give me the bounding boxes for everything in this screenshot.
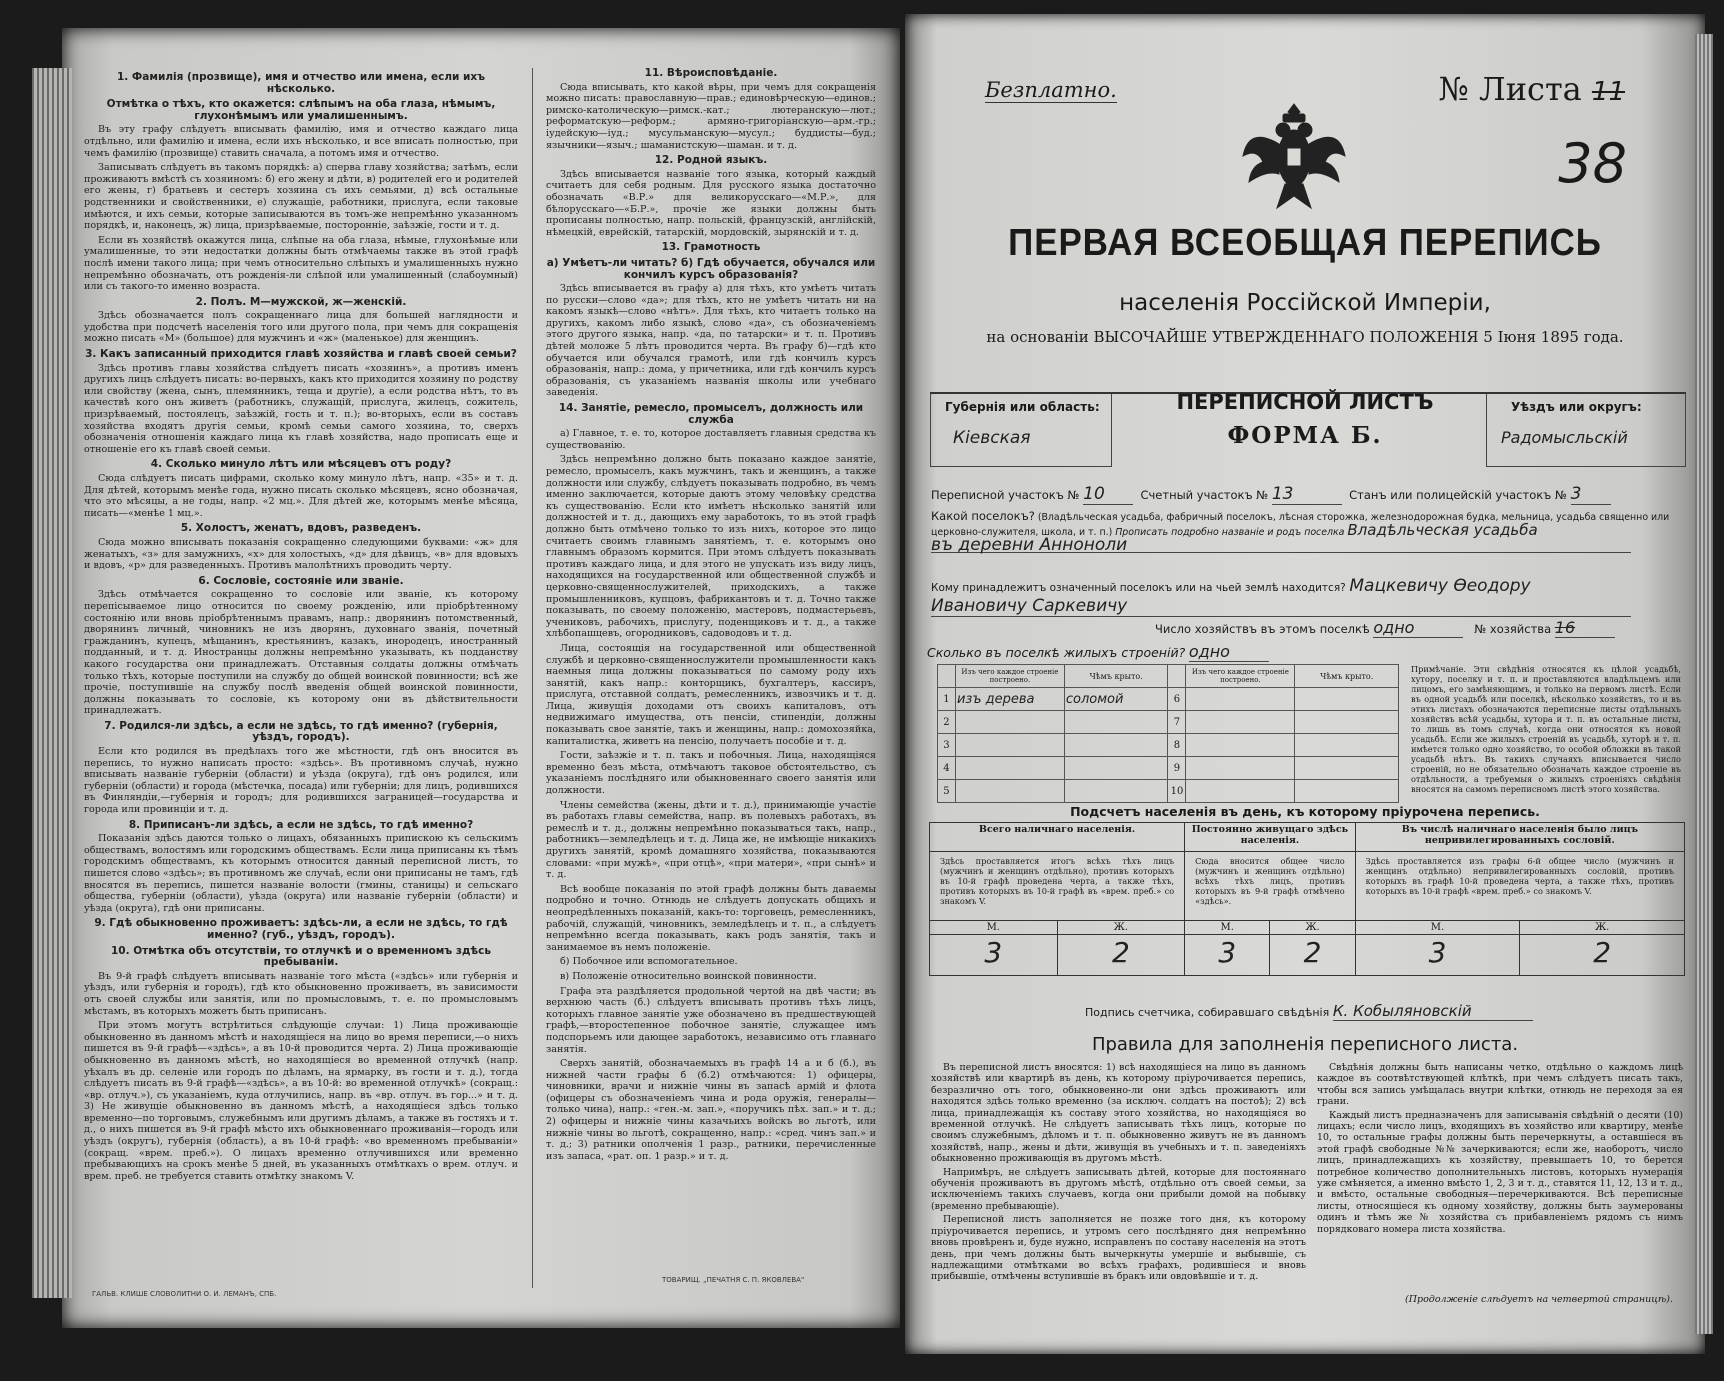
- section-heading: 2. Полъ. М—мужской, ж—женскій.: [195, 295, 407, 308]
- instruction-paragraph: Графа эта раздѣляется продольной чертой на двѣ части; въ верхнюю часть (б.) слѣдуетъ вписывать противъ тѣхъ лицъ, которыхъ главное занятіе уже обозначено въ предшествующей графѣ,—второстепенное побочное занятіе, служащее имъ подспорьемъ или дающее заработокъ, независимо отъ главнаго занятія.: [546, 985, 876, 1055]
- rules-paragraph: Въ переписной листъ вносятся: 1) всѣ находящіеся на лицо въ данномъ хозяйствѣ или квартирѣ въ день, къ которому пріурочивается перепись, безразлично отъ того, обыкновенно-ли они здѣсь проживаютъ или находятся здѣсь только временно (за исключ. солдатъ на постоѣ); 2) всѣ лица, принадлежащія къ составу этого хозяйства, но находящіяся во временной отлучкѣ. Не слѣдуетъ записывать тѣхъ лицъ, которые по своимъ служебнымъ, дѣломъ и т. п. обыкновенно живутъ не въ данномъ хозяйствѣ, напр., жены и дѣти, живущія въ учебныхъ и т. п. заведеніяхъ обыкновенно проживающія въ другомъ мѣстѣ.: [931, 1062, 1306, 1165]
- building-number: 3: [938, 734, 956, 757]
- rules-paragraph: Свѣдѣнія должны быть написаны четко, отдѣльно о каждомъ лицѣ каждое въ соотвѣтствующей клѣткѣ, при чемъ слѣдуетъ писать такъ, чтобы вся запись умѣщалась внутри клѣтки, отнюдь не переходя за ея грани.: [1317, 1062, 1683, 1108]
- instruction-paragraph: Здѣсь отмѣчается сокращенно то сословіе или званіе, къ которому перепісываемое лицо относится по своему рожденію, или пріобрѣтенному состоянію или вновь пріобрѣтеннымъ правамъ, напр.: дворянинъ потомственный, дворянинъ личный, чиновникъ не изъ дворянъ, духовнаго званія, почетный гражданинъ, купецъ, мѣщанинъ, крестьянинъ, казакъ, инородецъ, иностранный подданный, и т. д. Иностранцы должны непремѣнно указывать, къ подданству какого государства они принадлежатъ. Отставныя солдаты должны отмѣчать только тѣхъ, которые поступили на службу до общей воинской повинности; всѣ же прочіе, поступившіе на службу послѣ введенія общей воинской повинности, должны показывать то сословіе, къ которому они въ дѣйствительности принадлежатъ.: [84, 589, 518, 717]
- owner-value: Мацкевичу Өеодору: [1349, 576, 1531, 596]
- female-count: 2: [1520, 935, 1685, 976]
- sheet-number-label: № Листа: [1438, 70, 1582, 108]
- household-no-value: 16: [1555, 618, 1615, 638]
- section-heading: 8. Приписанъ-ли здѣсь, а если не здѣсь, то гдѣ именно?: [128, 818, 474, 831]
- buildings-row: [938, 780, 1399, 803]
- instructions-page: [62, 28, 900, 1328]
- building-number: 8: [1168, 734, 1186, 757]
- signature-value: К. Кобыляновскій: [1333, 1002, 1533, 1021]
- count-value: 13: [1272, 484, 1342, 505]
- instruction-paragraph: а) Главное, т. е. то, которое доставляетъ главныя средства къ существованію.: [546, 428, 876, 451]
- column-divider: [532, 68, 533, 1288]
- form-subtitle: ФОРМА Б.: [1227, 422, 1383, 449]
- building-material: [1186, 734, 1295, 757]
- instruction-paragraph: Показанія здѣсь даются только о лицахъ, обязанныхъ припискою къ сельскимъ обществамъ, волостямъ или городскимъ обществамъ. Если лица приписаны къ тѣмъ городскимъ обществамъ, къ которымъ относится данный переписной листъ, то пишется слово «здѣсь»; въ противномъ же случаѣ, если они приписаны не тамъ, гдѣ вносятся въ перепись, пишется названіе волости (гмины, станицы) и сельскаго общества, губерніи (области), уѣзда (округа) или названіе губерніи (области) и уѣзда (округа), гдѣ они приписаны.: [84, 833, 518, 914]
- gubernia-label: Губернія или область:: [945, 400, 1100, 414]
- instruction-paragraph: Всѣ вообще показанія по этой графѣ должны быть даваемы подробно и точно. Отнюдь не слѣдуетъ допускать общихъ и неопредѣленныхъ показаній, какъ-то: торговецъ, ремесленникъ, рабочій, служащій, чиновникъ, земледѣлецъ и т. п., а слѣдуетъ непремѣнно всегда показывать, какъ родъ занятія, такъ и занимаемое въ немъ положеніе.: [546, 883, 876, 953]
- gubernia-value: Кіевская: [953, 428, 1031, 448]
- instruction-paragraph: Здѣсь непремѣнно должно быть показано каждое занятіе, ремесло, промыселъ, какъ мужчинъ, такъ и женщинъ, а также должности или службу, слѣдуетъ показывать подробно, въ чемъ именно заключается, которые даютъ этому человѣку средства къ существованію. Если кто имѣетъ нѣсколько занятій или должностей и т. д., дающихъ ему заработокъ, то въ этой графѣ должно быть отмѣчено только то изъ нихъ, которое это лицо считаетъ своимъ главнымъ занятіемъ, т. е. которымъ оно главнымъ образомъ кормится. При этомъ слѣдуетъ показывать противъ каждаго лица, и для этого не упускать изъ виду лицъ, находящихся на государственной или общественной службѣ и церковно-священнослужителей, приходскихъ, а также промышленниковъ, купцовъ, фабрикантовъ и т. д. Точно также показывать, по своему положенію, мастеровъ, подмастерьевъ, учениковъ, рабочихъ, прислугу, поденщиковъ и т. д., а также хлѣбопашцевъ, огородниковъ, садоводовъ и т. д.: [546, 454, 876, 640]
- buildings-line: Сколько въ поселкѣ жилыхъ строеній? одно: [927, 642, 1724, 662]
- building-roof: [1295, 757, 1399, 780]
- male-label: М.: [1355, 921, 1520, 935]
- census-basis: на основаніи ВЫСОЧАЙШЕ УТВЕРЖДЕННАГО ПОЛОЖЕНІЯ 5 Іюня 1895 года.: [986, 328, 1624, 346]
- sheet-number-value: 11: [1591, 77, 1625, 107]
- instruction-paragraph: Лица, состоящія на государственной или общественной службѣ и церковно-священнослужители промышленности какъ наемныя лица должны показываться по самому роду ихъ занятій, какъ напр.: конторщикъ, бухгалтеръ, кассиръ, прислуга, отставной солдатъ, ремесленникъ, извозчикъ и т. д. Лица, живущія доходами отъ своихъ капиталовъ, отъ недвижимаго имущества, отъ пенсіи, стипендіи, должны показывать свое занятіе, такъ и женщины, напр.: домохозяйка, капиталистка, живетъ на пенсію, получаетъ пособіе и т. д.: [546, 642, 876, 747]
- settlement-line: Какой поселокъ? (Владѣльческая усадьба, фабричный поселокъ, лѣсная сторожка, железнодорожная будка, мельница, усадьба священно или церковно-служителя, школа, и т. п.) Прописать подробно названіе и родъ поселка Владѣльческая усадьба въ деревни Анноноли: [931, 509, 1670, 555]
- instruction-paragraph: Гости, заѣзжіе и т. п. такъ и побочныя. Лица, находящіяся временно безъ мѣста, отмѣчаютъ таковое обстоятельство, съ указаніемъ послѣдняго или обыкновеннаго своего занятія или должности.: [546, 750, 876, 797]
- section-heading: 1. Фамилія (прозвище), имя и отчество или имена, если ихъ нѣсколько.: [116, 71, 486, 95]
- imperial-eagle-emblem: [1239, 96, 1349, 214]
- printer-imprint-left: ГАЛЬВ. КЛИШЕ СЛОВОЛИТНИ О. И. ЛЕМАНЪ, СПБ.: [92, 1290, 277, 1298]
- building-number: 10: [1168, 780, 1186, 803]
- building-material: [1186, 757, 1295, 780]
- section-heading: 13. Грамотность: [661, 241, 761, 254]
- rules-left-column: [931, 1062, 1306, 1285]
- bt-head-roof: Чѣмъ крыто.: [1064, 665, 1168, 688]
- instructions-column-1: [84, 68, 518, 1283]
- buildings-row: [938, 711, 1399, 734]
- households-line: Число хозяйствъ въ этомъ поселкѣ одно № хозяйства 16: [1155, 618, 1695, 638]
- female-label: Ж.: [1270, 921, 1355, 935]
- building-number: 7: [1168, 711, 1186, 734]
- building-material: [955, 780, 1064, 803]
- sheet-number: [1439, 70, 1625, 108]
- male-count: 3: [1355, 935, 1520, 976]
- instruction-paragraph: Въ 9-й графѣ слѣдуетъ вписывать названіе того мѣста («здѣсь» или губернія и уѣздъ, или губернія и городъ), гдѣ кто обыкновенно проживаетъ, въ зависимости отъ своей службы или занятія, или по промысловымъ, т. е. по промысловымъ мѣстамъ, въ которыхъ можетъ быть приписанъ.: [84, 970, 518, 1017]
- instruction-paragraph: Здѣсь противъ главы хозяйства слѣдуетъ писать «хозяинъ», а противъ именъ другихъ лицъ слѣдуетъ писать: во-первыхъ, какъ кто приходится хозяину по родству или свойству (жена, сынъ, племянникъ, теща и другіе), а если родства нѣтъ, то въ качествѣ кого онъ живетъ (работникъ, служащій, прислуга, жилецъ, сожитель, призрѣваемый, постоялецъ, заѣзжій, гость и т. п.); во-вторыхъ, если въ составъ хозяйства входятъ другія семьи, кромѣ семьи самого хозяина, то, сверхъ обозначенія отношенія каждаго лица къ главѣ хозяйства, надо прописать еще и отношеніе его къ главѣ своей семьи.: [84, 362, 518, 455]
- female-count: 2: [1270, 935, 1355, 976]
- instruction-paragraph: в) Положеніе относительно воинской повинности.: [560, 970, 817, 982]
- instruction-paragraph: Члены семейства (жены, дѣти и т. д.), принимающіе участіе въ работахъ главы семейства, напр. въ полевыхъ работахъ, въ ремеслѣ и т. д., должны непремѣнно показываться такъ, напр., работникъ—земледѣлецъ и т. д. Лица же, не имѣющіе никакихъ другихъ занятій, кромѣ домашняго хозяйства, показываются словами: «при мужѣ», «при отцѣ», «при матери», «при сынѣ» и т. д.: [546, 799, 876, 881]
- building-material: изъ дерева: [955, 688, 1064, 711]
- instruction-paragraph: При этомъ могутъ встрѣтиться слѣдующіе случаи: 1) Лица проживающіе обыкновенно въ данномъ мѣстѣ и находящіеся на лицо во время переписи,—о нихъ пишется въ 9-й графѣ—«здѣсь», а въ 10-й проводится черта. 2) Лица проживающіе обыкновенно въ данномъ мѣстѣ, но находящіеся во временной отлучкѣ (напр. уѣхалъ въ др. селеніе или городъ по дѣламъ, на ярмарку, въ гости и т. д.), тогда слѣдуетъ писать въ 9-й графѣ—«здѣсь», а въ 10-й: во временной отлучкѣ» (сокращ.: «вр. отлуч.»), съ указаніемъ, куда отлучились, напр. въ «вр. отлуч. въ гор...» и т. д. 3) Не живущіе обыкновенно въ данномъ мѣстѣ, а находящіеся здѣсь только временно—по торговымъ, служебнымъ или другимъ дѣламъ, а также въ гостяхъ и т. д., о нихъ пишется въ 9-й графѣ мѣсто ихъ обыкновеннаго проживанія—городъ или уѣздъ (округъ), губернія (область), а въ 10-й графѣ: «во временномъ пребываніи» (сокращ. «врем. преб.»). О лицахъ временно отлучившихся или временно пребывающихъ на срокъ менѣе 5 дней, въ указанныхъ отмѣткахъ о врем. отлуч. и врем. преб. не требуется ставить отмѣтку знакомъ V.: [84, 1020, 518, 1182]
- gubernia-box: [930, 394, 1112, 467]
- settlement-hint: (Владѣльческая усадьба, фабричный поселокъ, лѣсная сторожка, железнодорожная будка, мельница, усадьба священно или церковно-служителя, школа, и т. п.): [931, 512, 1670, 538]
- section-heading: 12. Родной языкъ.: [654, 154, 768, 167]
- male-count: 3: [1185, 935, 1270, 976]
- buildings-table-header: [938, 665, 1399, 688]
- population-col-header: Постоянно живущаго здѣсь населенія.: [1185, 823, 1356, 852]
- bt-head-what-2: Изъ чего каждое строеніе построено.: [1186, 665, 1295, 688]
- rules-paragraph: Напримѣръ, не слѣдуетъ записывать дѣтей, которые для постояннаго обученія проживаютъ въ другомъ мѣстѣ, отдѣльно отъ своей семьи, за исключеніемъ такихъ случаевъ, когда они прибыли домой на побывку (временно пребывающіе).: [931, 1166, 1306, 1212]
- stan-value: 3: [1571, 484, 1611, 505]
- buildings-table: [937, 664, 1399, 803]
- census-form-page: [905, 14, 1705, 1354]
- section-heading: 14. Занятіе, ремесло, промыселъ, должность или служба: [558, 402, 864, 426]
- rules-continued: (Продолженіе слѣдуетъ на четвертой страницѣ).: [1405, 1294, 1673, 1305]
- population-col-desc: Сюда вносится общее число (мужчинъ и женщинъ отдѣльно) всѣхъ тѣхъ лицъ, противъ которыхъ въ 9-й графѣ отмѣчено «здѣсь».: [1185, 852, 1356, 921]
- building-material: [955, 757, 1064, 780]
- rules-title: Правила для заполненія переписного листа.: [1091, 1034, 1519, 1055]
- section-heading: 5. Холостъ, женатъ, вдовъ, разведенъ.: [180, 522, 422, 535]
- buildings-row: [938, 734, 1399, 757]
- building-roof: [1295, 734, 1399, 757]
- instruction-paragraph: Сюда вписывать, кто какой вѣры, при чемъ для сокращенія можно писать: православную—прав.; единовѣрческую—единов.; римско-католическую—римск.-кат.; лютеранскую—лют.; реформатскую—реформ.; армяно-григоріанскую—арм.-гр.; іудейскую—іуд.; мусульманскую—мусул.; буддисты—буд.; язычники—языч.; шаманистскую—шаман. и т. д.: [546, 81, 876, 151]
- rules-right-column: [1317, 1062, 1683, 1237]
- instruction-paragraph: Записывать слѣдуетъ въ такомъ порядкѣ: а) сперва главу хозяйства; затѣмъ, если проживаютъ вмѣстѣ съ хозяиномъ: б) его жену и дѣти, в) родителей его и родителей его жены, г) братьевъ и сестеръ хозяина съ ихъ семьями, д) всѣ остальные родственники и свойственники, е) служащіе, работники, прислуга, если таковые имѣются, и ихъ семьи, которые записываются въ томъ-же непремѣнно указанномъ порядкѣ, и, наконецъ, ж) лица, призрѣваемые, посторонніе, заѣзжіе, гости и т. д.: [84, 162, 518, 232]
- buildings-row: [938, 757, 1399, 780]
- instruction-paragraph: Если кто родился въ предѣлахъ того же мѣстности, гдѣ онъ вносится въ перепись, то нужно написать просто: «здѣсь». Въ противномъ случаѣ, нужно вписывать названіе губерніи (области) и уѣзда (округа), гдѣ онъ родился, или губерніи (области) и города (мѣстечка, посада) или губерніи; для лицъ, родившихся въ Финляндіи,—губернія и городъ; для родившихся заграницей—государства и города или провинціи и т. д.: [84, 746, 518, 816]
- instruction-paragraph: Сюда можно вписывать показанія сокращенно следующими буквами: «ж» для женатыхъ, «з» для замужнихъ, «х» для холостыхъ, «д» для дѣвицъ, «в» для вдовыхъ и вдовъ, «р» для разведенныхъ. Противъ малолѣтнихъ проводить черту.: [84, 536, 518, 572]
- signature-line: Подпись счетчика, собиравшаго свѣдѣнія К. Кобыляновскій: [1085, 1002, 1685, 1021]
- population-col-header: Въ числѣ наличнаго населенія было лицъ непривилегированныхъ сословій.: [1355, 823, 1684, 852]
- section-heading: а) Умѣетъ-ли читать? б) Гдѣ обучается, обучался или кончилъ курсъ образованія?: [546, 256, 876, 281]
- building-material: [1186, 711, 1295, 734]
- section-heading: 10. Отмѣтка объ отсутствіи, то отлучкѣ и о временномъ здѣсь пребываніи.: [110, 944, 492, 969]
- population-title: Подсчетъ населенія въ день, къ которому пріурочена перепись.: [1070, 804, 1540, 819]
- households-value: одно: [1373, 618, 1463, 638]
- building-roof: [1295, 780, 1399, 803]
- building-roof: [1295, 688, 1399, 711]
- building-roof: [1064, 734, 1168, 757]
- building-material: [1186, 780, 1295, 803]
- male-label: М.: [930, 921, 1058, 935]
- rules-paragraph: Каждый листъ предназначенъ для записыванія свѣдѣній о десяти (10) лицахъ; если число лицъ, входящихъ въ хозяйство или квартиру, менѣе 10, то остальные графы должны быть перечеркнуты, а оставшіеся въ этой графѣ свободные №№ зачеркиваются; если же, наоборотъ, число лицъ, принадлежащихъ къ хозяйству, превышаетъ 10, то берется потребное количество дополнительныхъ листовъ, которыхъ нумерація уже смѣняется, а именно вмѣсто 1, 2, 3 и т. д., ставятся 11, 12, 13 и т. д., и вмѣсто, остальные свободныя—перечеркиваются. Всѣ переписные листы, относящіеся къ одному хозяйству, должны быть заумерованы одинъ и тѣмъ же № хозяйства съ прибавленіемъ рядомъ съ нимъ порядковаго номера листа хозяйства.: [1317, 1109, 1683, 1235]
- instruction-paragraph: Въ эту графу слѣдуетъ вписывать фамилію, имя и отчество каждаго лица отдѣльно, или фамилію и имена, если ихъ нѣсколько, и все вписать полностью, при чемъ фамилію (прозвище) ставить сначала, а потомъ имя и отчество.: [84, 124, 518, 159]
- uezd-label: Уѣздъ или округъ:: [1511, 400, 1642, 414]
- settlement-value: Владѣльческая усадьба: [1347, 521, 1538, 539]
- bt-head-what: Изъ чего каждое строеніе построено.: [955, 665, 1064, 688]
- instruction-paragraph: Сюда слѣдуетъ писать цифрами, сколько кому минуло лѣтъ, напр. «35» и т. д. Для дѣтей, которымъ менѣе года, нужно писать сколько мѣсяцевъ, ясно обозначая, что это мѣсяцы, а не годы, напр. «2 мц.». Для дѣтей же, которымъ менѣе мѣсяца, писать—«менѣе 1 мц.».: [84, 473, 518, 519]
- building-material: [955, 734, 1064, 757]
- section-heading: 7. Родился-ли здѣсь, а если не здѣсь, то гдѣ именно? (губернія, уѣздъ, городъ).: [104, 719, 498, 744]
- population-table: [929, 822, 1685, 976]
- building-roof: [1295, 711, 1399, 734]
- building-number: 5: [938, 780, 956, 803]
- uezd-value: Радомысльскій: [1501, 428, 1628, 447]
- rules-paragraph: Переписной листъ заполняется не позже того дня, къ которому пріурочивается перепись, и утромъ сего послѣдняго дня непремѣнно вновь провѣренъ и, буде нужно, исправленъ по составу населенія на этотъ день, при чемъ должны быть вычеркнуты умершіе и выбывшіе, съ надлежащими отмѣтками во всѣхъ графахъ, родившіеся и вновь прибывшіе, отмѣчены вступившіе въ бракъ или овдовѣвшіе и т. д.: [931, 1214, 1306, 1283]
- uezd-box: [1486, 394, 1686, 467]
- population-col-desc: Здѣсь проставляется итогъ всѣхъ тѣхъ лицъ (мужчинъ и женщинъ отдѣльно), противъ которыхъ въ 10-й графѣ проведена черта, а также тѣхъ, противъ которыхъ въ 10-й графѣ въ «врем. преб.» со знакомъ V.: [930, 852, 1185, 921]
- instruction-paragraph: Здѣсь вписывается въ графу а) для тѣхъ, кто умѣетъ читать по русски—слово «да»; для тѣхъ, кто не умѣетъ читать ни на какомъ языкѣ—слово «нѣтъ». Для тѣхъ, кто читаетъ только на другихъ, какомъ либо языкѣ, слово «да», съ обозначеніемъ этого другого языка, напр. «да, по татарски» и т. п. Противъ дѣтей моложе 5 лѣтъ проводится черта. Въ графу б)—гдѣ кто обучается или обучался грамотѣ, или гдѣ кончилъ курсъ образованія, напр.: дома, у причетника, или гдѣ кончилъ курсъ образованія, съ указаніемъ названія школы или учебнаго заведенія.: [546, 283, 876, 399]
- district-line: Переписной участокъ № 10 Счетный участокъ № 13 Станъ или полицейскій участокъ № 3: [931, 484, 1724, 505]
- building-number: 1: [938, 688, 956, 711]
- building-number: 9: [1168, 757, 1186, 780]
- building-roof: соломой: [1064, 688, 1168, 711]
- bt-head-roof-2: Чѣмъ крыто.: [1295, 665, 1399, 688]
- settlement-value-2: въ деревни Анноноли: [931, 539, 1631, 553]
- instruction-paragraph: Если въ хозяйствѣ окажутся лица, слѣпые на оба глаза, нѣмые, глухонѣмые или умалишенные, то эти недостатки должны быть отмѣчаемы также въ этой графѣ послѣ имени такого лица; при чемъ относительно слѣпыхъ и умалишенныхъ нужно непремѣнно обозначать, отъ рожденія-ли слѣпой или умалишенный (слабоумный) или съ такого-то именно возраста.: [84, 234, 518, 293]
- section-heading: 4. Сколько минуло лѣтъ или мѣсяцевъ отъ роду?: [150, 458, 452, 471]
- building-number: 6: [1168, 688, 1186, 711]
- buildings-row: [938, 688, 1399, 711]
- settlement-hint-2: Прописать подробно названіе и родъ поселка: [1115, 527, 1345, 538]
- building-number: 4: [938, 757, 956, 780]
- building-roof: [1064, 757, 1168, 780]
- section-heading: 3. Какъ записанный приходится главѣ хозяйства и главѣ своей семьи?: [85, 348, 517, 361]
- male-count: 3: [930, 935, 1058, 976]
- male-label: М.: [1185, 921, 1270, 935]
- archive-stamp-number: 38: [1558, 132, 1627, 195]
- census-subtitle: населенія Россійской Имперіи,: [1119, 290, 1491, 316]
- building-material: [955, 711, 1064, 734]
- owner-value-2: Ивановичу Саркевичу: [931, 596, 1631, 617]
- district-value: 10: [1083, 484, 1133, 505]
- form-header-box: [930, 392, 1686, 476]
- printer-imprint-right: ТОВАРИЩ. „ПЕЧАТНЯ С. П. ЯКОВЛЕВА": [662, 1276, 805, 1284]
- section-heading: 9. Гдѣ обыкновенно проживаетъ: здѣсь-ли, а если не здѣсь, то гдѣ именно? (губ., уѣздъ, городъ).: [94, 917, 508, 941]
- population-col-desc: Здѣсь проставляется изъ графы 6-й общее число (мужчинъ и женщинъ отдѣльно) непривилегированныхъ сословій, противъ которыхъ въ графѣ 10-й проведена черта, а также тѣхъ, противъ которыхъ въ 10-й графѣ «врем. преб.» со знакомъ V.: [1355, 852, 1684, 921]
- section-heading: Отмѣтка о тѣхъ, кто окажется: слѣпымъ на оба глаза, нѣмымъ, глухонѣмымъ или умалишеннымъ.: [106, 98, 496, 122]
- buildings-value: одно: [1189, 642, 1269, 662]
- section-heading: 6. Сословіе, состояніе или званіе.: [198, 574, 404, 587]
- census-title: ПЕРВАЯ ВСЕОБЩАЯ ПЕРЕПИСЬ: [1008, 222, 1602, 264]
- buildings-note: Примѣчаніе. Эти свѣдѣнія относятся къ цѣлой усадьбѣ, хутору, поселку и т. п. и проставляются владѣльцемъ или лицомъ, его замѣняющимъ, и только на первомъ листѣ. Если въ одной усадьбѣ или поселкѣ, нѣсколько хозяйствъ, то и въ этихъ листахъ обозначаются переписные листы отдѣльныхъ хозяйствъ всѣй усадьбы, хутора и т. п. въ остальные листы, то лишь въ томъ случаѣ, когда они относятся къ новой усадьбѣ. Если же жилыхъ строеній въ усадьбѣ, хуторѣ и т. п. имѣется только одно хозяйство, то особой обложки въ такой усадьбѣ нѣтъ. Въ такихъ случаяхъ вписывается число строеній, но не обязательно обозначать каждое строеніе въ отдѣльности, а требуемыя о жилыхъ строеніяхъ свѣдѣнія вносятся на самомъ переписномъ листѣ этого хозяйства.: [1411, 664, 1681, 794]
- female-count: 2: [1057, 935, 1185, 976]
- building-roof: [1064, 711, 1168, 734]
- free-label: Безплатно.: [985, 78, 1117, 102]
- female-label: Ж.: [1520, 921, 1685, 935]
- owner-line: Кому принадлежитъ означенный поселокъ или на чьей землѣ находится? Мацкевичу Өеодору Ивановичу Саркевичу: [931, 576, 1691, 617]
- building-number: 2: [938, 711, 956, 734]
- building-roof: [1064, 780, 1168, 803]
- form-title: ПЕРЕПИСНОЙ ЛИСТЪ: [1176, 390, 1434, 414]
- building-material: [1186, 688, 1295, 711]
- instruction-paragraph: б) Побочное или вспомогательное.: [560, 956, 738, 968]
- instructions-column-2: [546, 64, 876, 1264]
- section-heading: 11. Вѣроисповѣданіе.: [644, 67, 778, 79]
- instruction-paragraph: Здѣсь вписывается названіе того языка, который каждый считаетъ для себя родным. Для русского языка достаточно обозначать «В.Р.» для великорусскаго—«М.Р.», для бѣлорусскаго—«Б.Р.», прочіе же языки должны быть прописаны полностью, напр. польскій, французскій, англійскій, нѣмецкій, еврейскій, татарскій, мордовскій, зырянскій и т. д.: [546, 168, 876, 238]
- instruction-paragraph: Здѣсь обозначается полъ сокращеннаго лица для большей наглядности и удобства при подсчетѣ населенія того или другого пола, при чемъ для сокращенія можно писать «М» (большое) для мужчинъ и «ж» (маленькое) для женщинъ.: [84, 310, 518, 345]
- female-label: Ж.: [1057, 921, 1185, 935]
- population-col-header: Всего наличнаго населенія.: [930, 823, 1185, 852]
- instruction-paragraph: Сверхъ занятій, обозначаемыхъ въ графѣ 14 а и б (б.), въ нижней части графы б (б.2) отмѣчаются: 1) офицеры, чиновники, врачи и нижніе чины въ запасѣ армій и флота (офицеры съ обозначеніемъ чина и рода оружія, генералы—только чина), напр.: «ген.-м. зап.», «поручикъ пѣх. зап.» и т. д.; 2) офицеры и нижніе чины казачьихъ войскъ во льготѣ, или нижніе чины во льготѣ, сокращенно, напр.: «сред. чинъ зап.» и т. д.; 3) ратники ополченія 1 разр., ратники, перечисленные изъ запаса, «рат. оп. 1 разр.» и т. д.: [546, 1058, 876, 1162]
